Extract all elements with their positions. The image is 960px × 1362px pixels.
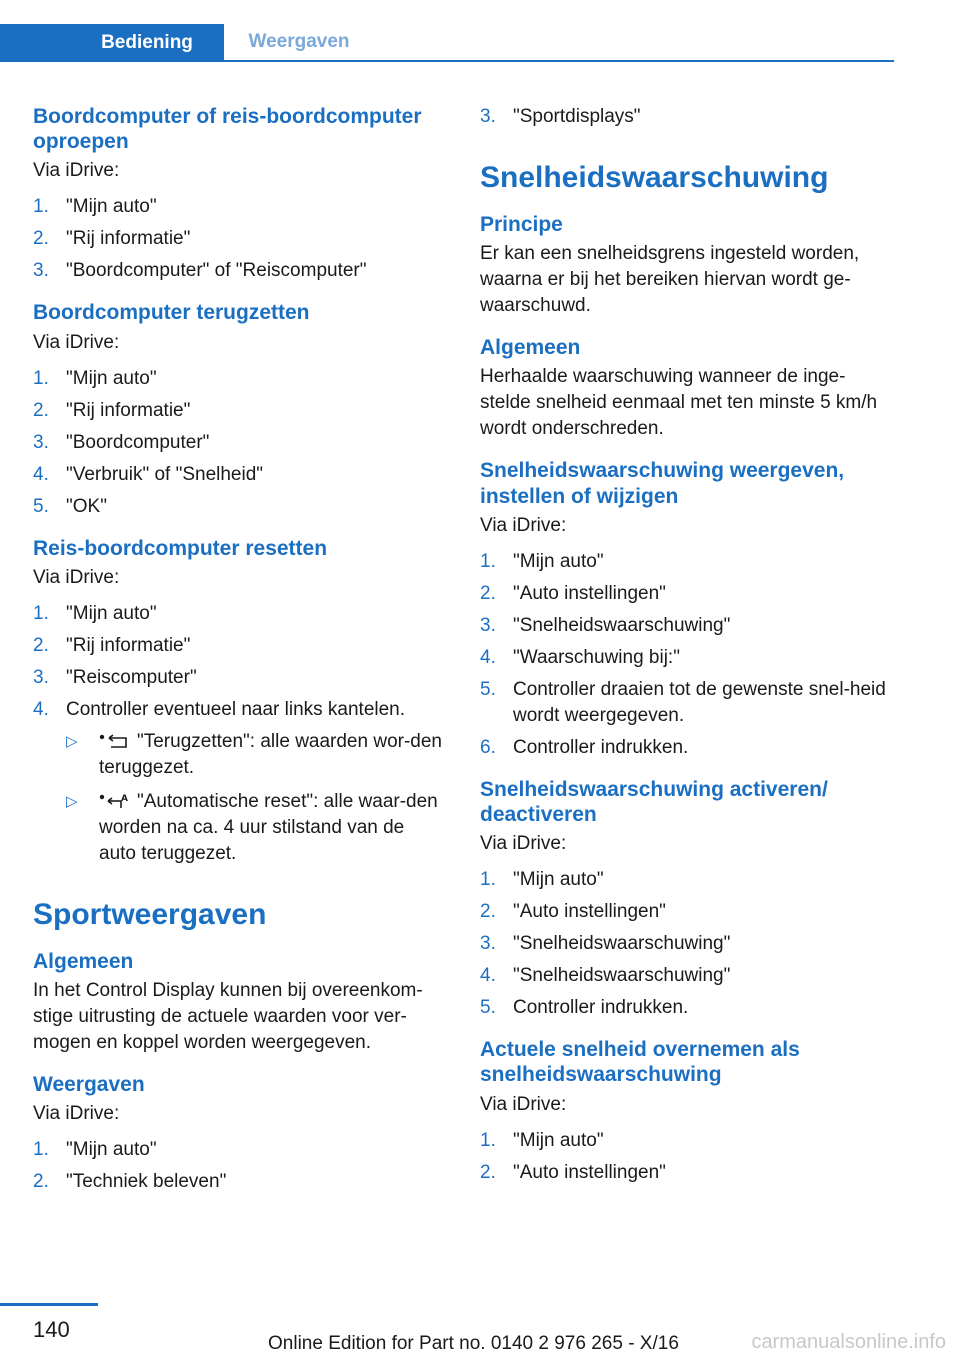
list-item: 2. "Rij informatie" — [33, 226, 443, 252]
list-item: 1. "Mijn auto" — [33, 366, 443, 392]
steps-list — [33, 1137, 443, 1195]
tab-weergaven[interactable]: Weergaven — [248, 31, 350, 52]
section-title: Algemeen — [33, 949, 134, 973]
list-item: 2. "Auto instellingen" — [480, 899, 892, 925]
step-number: 3. — [480, 933, 496, 955]
steps-list — [480, 1128, 892, 1186]
steps-list — [480, 549, 892, 761]
step-number: 2. — [480, 582, 496, 604]
page-number: 140 — [33, 1317, 70, 1342]
list-item: 2. "Techniek beleven" — [33, 1169, 443, 1195]
step-number: 1. — [33, 196, 49, 218]
list-item: 1. "Mijn auto" — [33, 601, 443, 627]
steps-list — [480, 104, 892, 130]
list-item: 6. Controller indrukken. — [480, 735, 892, 761]
edition-text: Online Edition for Part no. 0140 2 976 265 - X/16 — [268, 1333, 679, 1354]
list-item: 3. "Boordcomputer" of "Reiscomputer" — [33, 258, 443, 284]
body-text: Herhaalde waarschuwing wanneer de inge-stelde snelheid eenmaal met ten minste 5 km/h wordt onderschreden. — [480, 366, 878, 440]
intro-text: Via iDrive: — [480, 514, 567, 536]
step-number: 4. — [480, 965, 496, 987]
step-number: 3. — [480, 614, 496, 636]
intro-text: Via iDrive: — [33, 160, 120, 182]
step-number: 5. — [480, 997, 496, 1019]
list-item: 4. "Waarschuwing bij:" — [480, 645, 892, 671]
intro-text: Via iDrive: — [33, 331, 120, 353]
footer-rule — [0, 1303, 98, 1306]
page-header — [0, 0, 894, 62]
step-number: 1. — [480, 1129, 496, 1151]
step-number: 3. — [480, 106, 496, 127]
steps-list — [33, 194, 443, 284]
sub-list-item: ▷ A "Automatische reset": alle waar-den worden na ca. 4 uur stilstand van de auto teruggezet. — [66, 790, 438, 864]
step-number: 2. — [33, 1171, 49, 1193]
body-text: In het Control Display kunnen bij overeenkom-stige uitrusting de actuele waarden voor ver-mogen en koppel worden weergegeven. — [33, 979, 423, 1053]
intro-text: Via iDrive: — [33, 1103, 120, 1125]
intro-text: Via iDrive: — [33, 566, 120, 588]
step-number: 4. — [480, 646, 496, 668]
list-item: 3. "Sportdisplays" — [480, 104, 892, 130]
list-item: 5. "OK" — [33, 494, 443, 520]
watermark: carmanualsonline.info — [751, 1331, 946, 1353]
list-item: 4. Controller eventueel naar links kantelen. ▷ "Terugzetten": alle waarden wor-den teruggezet. ▷ A "Automatische reset": alle waar-den worden na ca. 4 uur stilstand van de auto teruggezet. — [33, 697, 443, 867]
step-number: 1. — [480, 550, 496, 572]
list-item: 1. "Mijn auto" — [480, 549, 892, 575]
step-number: 1. — [33, 1139, 49, 1161]
chapter-title: Sportweergaven — [33, 897, 267, 931]
list-item: 3. "Reiscomputer" — [33, 665, 443, 691]
auto-reset-icon — [99, 792, 129, 810]
section-title: Boordcomputer terugzetten — [33, 301, 310, 325]
list-item: 3. "Snelheidswaarschuwing" — [480, 613, 892, 639]
steps-list — [33, 366, 443, 520]
section-title: Actuele snelheid overnemen als snelheidswaarschuwing — [480, 1038, 800, 1087]
step-number: 2. — [480, 1161, 496, 1183]
steps-list — [480, 867, 892, 1021]
triangle-bullet-icon: ▷ — [66, 732, 78, 750]
section-title: Snelheidswaarschuwing activeren/ deactiveren — [480, 777, 828, 826]
list-item: 1. "Mijn auto" — [480, 1128, 892, 1154]
list-item: 1. "Mijn auto" — [480, 867, 892, 893]
list-item: 1. "Mijn auto" — [33, 194, 443, 220]
tab-bediening[interactable]: Bediening — [0, 24, 224, 62]
section-title: Snelheidswaarschuwing weergeven, instellen of wijzigen — [480, 459, 845, 508]
right-column — [480, 100, 892, 1192]
list-item: 4. "Snelheidswaarschuwing" — [480, 963, 892, 989]
reset-arrow-icon — [99, 734, 129, 750]
step-number: 2. — [33, 399, 49, 421]
list-item: 5. Controller draaien tot de gewenste snel-heid wordt weergegeven. — [480, 678, 886, 726]
body-text: Er kan een snelheidsgrens ingesteld worden, waarna er bij het bereiken hiervan wordt ge-waarschuwd. — [480, 243, 860, 317]
step-number: 6. — [480, 736, 496, 758]
triangle-bullet-icon: ▷ — [66, 792, 78, 810]
intro-text: Via iDrive: — [480, 1093, 567, 1115]
step-number: 1. — [480, 869, 496, 891]
chapter-title: Snelheidswaarschuwing — [480, 161, 829, 194]
step-number: 2. — [33, 634, 49, 656]
list-item: 3. "Boordcomputer" — [33, 430, 443, 456]
header-rule — [0, 60, 894, 62]
steps-list — [33, 601, 443, 867]
list-item: 3. "Snelheidswaarschuwing" — [480, 931, 892, 957]
list-item: 2. "Rij informatie" — [33, 633, 443, 659]
intro-text: Via iDrive: — [480, 833, 567, 855]
step-number: 5. — [480, 678, 496, 700]
section-title: Algemeen — [480, 336, 581, 360]
sub-list-item: ▷ "Terugzetten": alle waarden wor-den teruggezet. — [66, 730, 442, 778]
step-number: 3. — [33, 666, 49, 688]
step-number: 1. — [33, 367, 49, 389]
step-number: 2. — [480, 901, 496, 923]
step-number: 3. — [33, 260, 49, 282]
list-item: 4. "Verbruik" of "Snelheid" — [33, 462, 443, 488]
list-item: 5. Controller indrukken. — [480, 995, 892, 1021]
svg-text:A: A — [121, 793, 128, 804]
sub-list — [66, 729, 443, 867]
step-number: 3. — [33, 431, 49, 453]
section-title: Principe — [480, 213, 563, 236]
step-number: 5. — [33, 495, 49, 517]
list-item: 2. "Rij informatie" — [33, 398, 443, 424]
left-column — [33, 100, 443, 1201]
step-number: 4. — [33, 698, 49, 720]
list-item: 1. "Mijn auto" — [33, 1137, 443, 1163]
section-title: Reis-boordcomputer resetten — [33, 536, 328, 560]
step-number: 2. — [33, 228, 49, 250]
list-item: 2. "Auto instellingen" — [480, 1160, 892, 1186]
section-title: Boordcomputer of reis-boordcomputer oproepen — [33, 105, 422, 154]
step-number: 1. — [33, 602, 49, 624]
list-item: 2. "Auto instellingen" — [480, 581, 892, 607]
step-number: 4. — [33, 463, 49, 485]
section-title: Weergaven — [33, 1072, 145, 1096]
